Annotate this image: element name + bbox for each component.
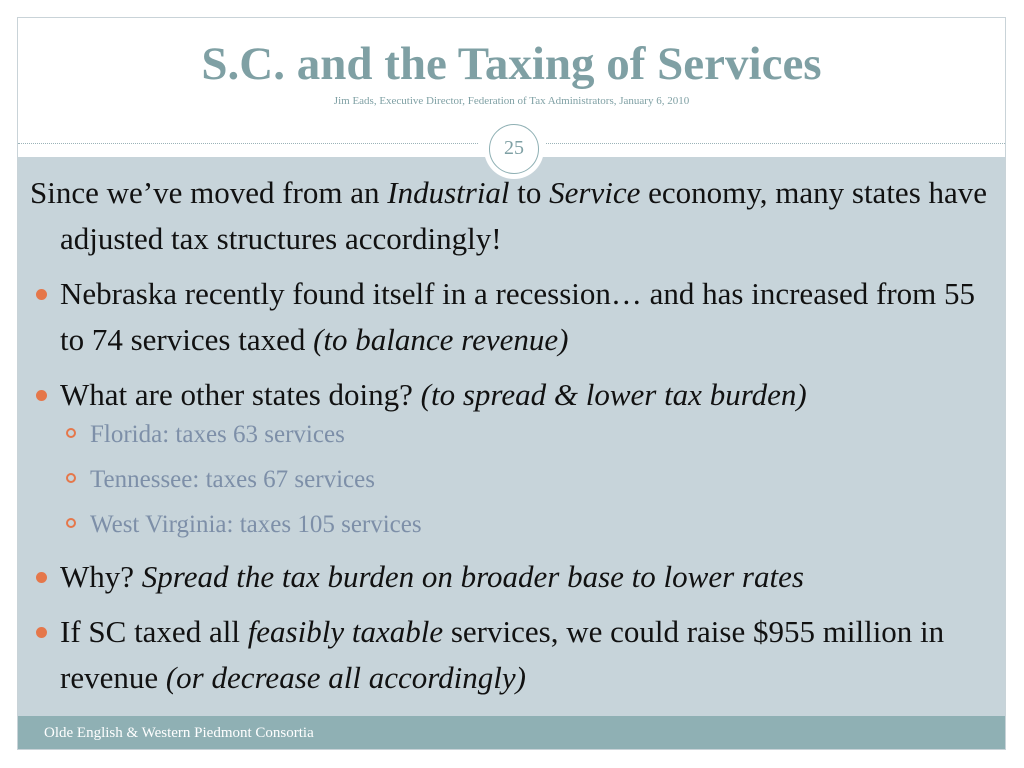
list-item: Tennessee: taxes 67 services	[30, 457, 995, 502]
bullet-dot-icon	[36, 627, 47, 638]
slide-body	[30, 170, 995, 710]
bullet-dot-icon	[36, 289, 47, 300]
list-item: Florida: taxes 63 services	[30, 412, 995, 457]
intro-paragraph: Since we’ve moved from an Industrial to Service economy, many states have adjusted tax structures accordingly!	[30, 175, 988, 256]
bullet-dot-icon	[36, 390, 47, 401]
ring-bullet-icon	[66, 518, 76, 528]
bullet-dot-icon	[36, 572, 47, 583]
list-item: West Virginia: taxes 105 services	[30, 502, 995, 547]
footer-text: Olde English & Western Piedmont Consortia	[44, 725, 314, 741]
footer-bar	[18, 716, 1005, 749]
bullet-sc-revenue: If SC taxed all feasibly taxable services, we could raise $955 million in revenue (or decrease all accordingly)	[30, 609, 995, 701]
other-states-sublist	[30, 412, 995, 547]
title-divider-left	[18, 143, 478, 144]
bullet-other-states: What are other states doing? (to spread & lower tax burden)	[30, 372, 995, 418]
slide-frame	[17, 17, 1006, 750]
title-divider-right	[546, 143, 1005, 144]
bullet-nebraska: Nebraska recently found itself in a recession… and has increased from 55 to 74 services taxed (to balance revenue)	[30, 271, 995, 363]
bullet-why: Why? Spread the tax burden on broader base to lower rates	[30, 554, 995, 600]
slide-subtitle: Jim Eads, Executive Director, Federation of Tax Administrators, January 6, 2010	[333, 95, 690, 107]
ring-bullet-icon	[66, 473, 76, 483]
slide-title: S.C. and the Taxing of Services	[201, 38, 822, 90]
ring-bullet-icon	[66, 428, 76, 438]
page-number: 25	[489, 124, 539, 174]
